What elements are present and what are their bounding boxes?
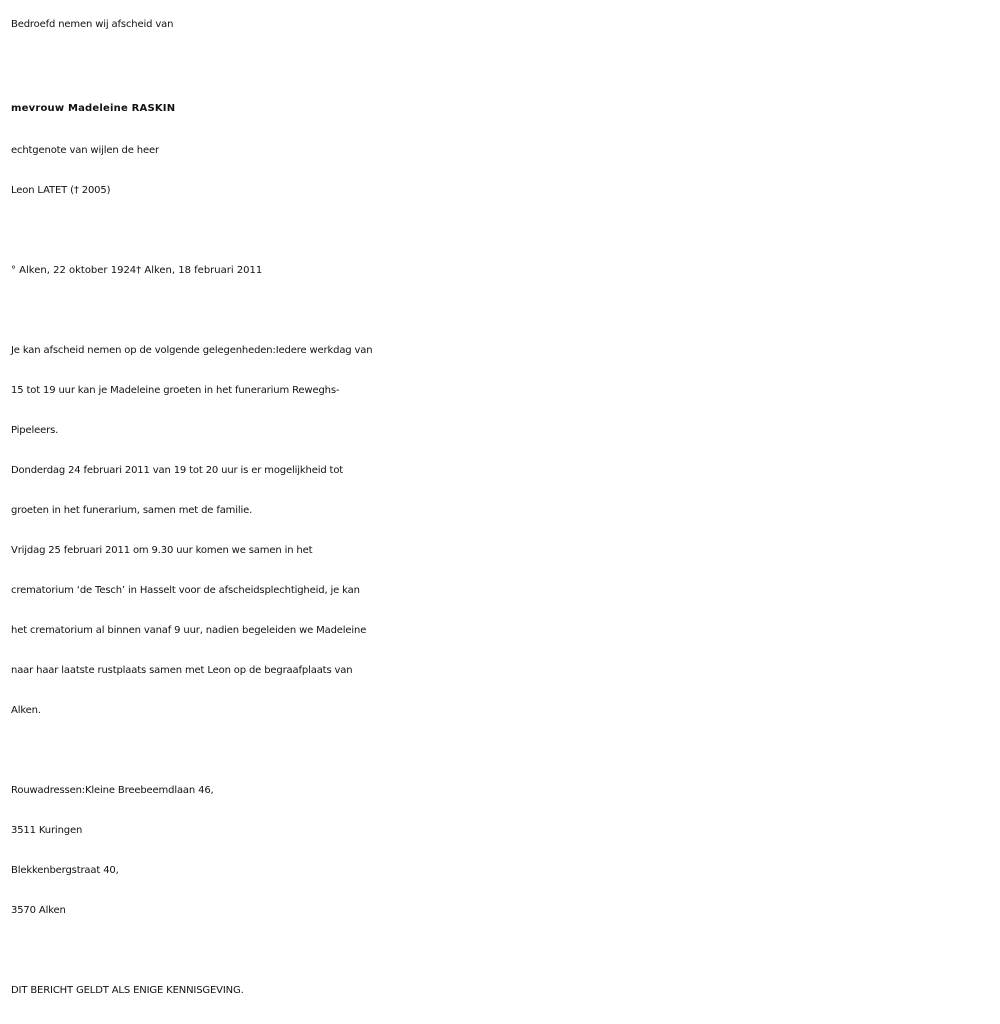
closing-statement: DIT BERICHT GELDT ALS ENIGE KENNISGEVING. — [11, 985, 244, 996]
address-line: Blekkenbergstraat 40, — [11, 865, 119, 876]
body-line: Je kan afscheid nemen op de volgende gelegenheden:Iedere werkdag van — [11, 345, 373, 356]
spacer — [11, 291, 996, 331]
death-date: † Alken, 18 februari 2011 — [136, 265, 263, 276]
body-line: Pipeleers. — [11, 425, 59, 436]
body-line: naar haar laatste rustplaats samen met Leon op de begraafplaats van — [11, 665, 353, 676]
body-line: crematorium ‘de Tesch’ in Hasselt voor de afscheidsplechtigheid, je kan — [11, 585, 360, 596]
life-dates — [11, 251, 996, 291]
deceased-name: mevrouw Madeleine RASKIN — [11, 103, 176, 114]
body-line: Donderdag 24 februari 2011 van 19 tot 20 uur is er mogelijkheid tot — [11, 465, 344, 476]
spacer — [11, 931, 996, 971]
address-line: 3511 Kuringen — [11, 825, 83, 836]
body-line: 15 tot 19 uur kan je Madeleine groeten in het funerarium Reweghs- — [11, 385, 340, 396]
body-line: Vrijdag 25 februari 2011 om 9.30 uur komen we samen in het — [11, 545, 313, 556]
address-line: Rouwadressen:Kleine Breebeemdlaan 46, — [11, 785, 214, 796]
death-notice — [11, 0, 996, 1011]
spacer — [11, 211, 996, 251]
address-line: 3570 Alken — [11, 905, 66, 916]
body-line: het crematorium al binnen vanaf 9 uur, nadien begeleiden we Madeleine — [11, 625, 367, 636]
intro-text: Bedroefd nemen wij afscheid van — [11, 19, 174, 30]
spacer — [11, 731, 996, 771]
visitation-info — [11, 331, 996, 731]
relation-text: echtgenote van wijlen de heer — [11, 145, 159, 156]
body-line: groeten in het funerarium, samen met de familie. — [11, 505, 253, 516]
birth-date: ° Alken, 22 oktober 1924 — [11, 265, 137, 276]
mourning-addresses — [11, 771, 996, 931]
body-line: Alken. — [11, 705, 41, 716]
spouse-text: Leon LATET († 2005) — [11, 185, 111, 196]
